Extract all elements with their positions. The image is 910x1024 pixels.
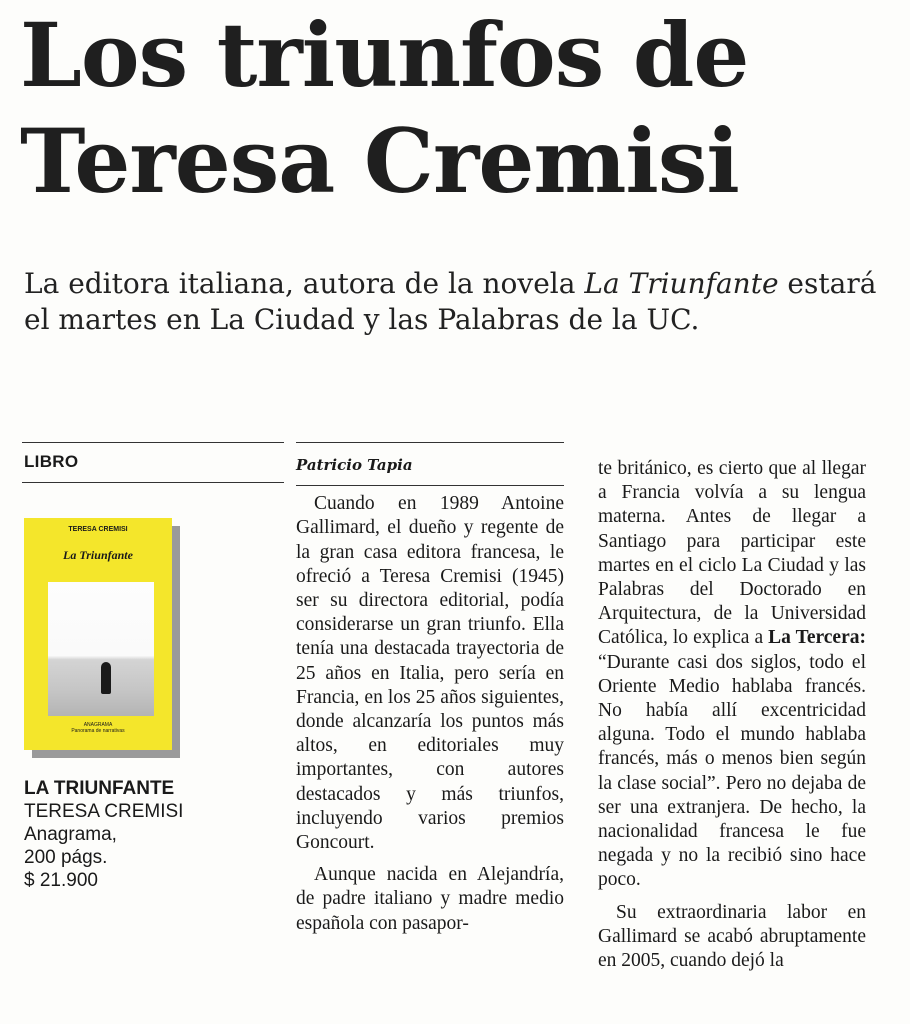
deck-text-1: La editora italiana, autora de la novela bbox=[24, 267, 585, 300]
byline-rule bbox=[296, 485, 564, 486]
article-text: te británico, es cierto que al llegar a Francia volvía a su lengua materna. Antes de llegar a Santiago para participar este martes en el ciclo La Ciudad y las Palabras del Doctorado en Arquitectura, de la Universidad Católica, lo explica a bbox=[598, 458, 866, 649]
cover-title: La Triunfante bbox=[63, 548, 133, 562]
article-text: “Durante casi dos siglos, todo el Oriente Medio hablaba francés. No había allí excentricidad alguna. Todo el mundo hablaba francés, más o menos bien según la clase social”. Pero no dejaba de ser una extranjera. De hecho, la nacionalidad francesa le fue negada y no la recibió sino hace poco. bbox=[598, 651, 866, 891]
article-paragraph-continued bbox=[598, 457, 866, 893]
book-pages: 200 págs. bbox=[24, 847, 108, 868]
headline bbox=[20, 2, 900, 214]
book-price: $ 21.900 bbox=[24, 870, 98, 891]
article-paragraph: Cuando en 1989 Antoine Gallimard, el dueño y regente de la gran casa editora francesa, le ofreció a Teresa Cremisi (1945) ser su directora editorial, podía considerarse un gran triunfo. Ella tenía una destacada trayectoria de 25 años en Italia, pero sería en Francia, en los 25 años siguientes, donde alcanzaría los puntos más altos, en editoriales muy importantes, con autores destacados y más triunfos, incluyendo varios premios Goncourt. bbox=[296, 493, 564, 854]
book-info bbox=[24, 777, 183, 892]
deck-text-2: estará el martes en La Ciudad y las Palabras de la UC. bbox=[24, 267, 877, 336]
byline-top-rule bbox=[296, 442, 564, 443]
byline: Patricio Tapia bbox=[296, 456, 413, 474]
article-column-1 bbox=[296, 442, 564, 944]
book-title: LA TRIUNFANTE bbox=[24, 778, 175, 799]
cover-publisher-logo bbox=[24, 722, 172, 734]
cover-logo-name: ANAGRAMA bbox=[83, 722, 113, 728]
article-paragraph: Aunque nacida en Alejandría, de padre italiano y madre medio española con pasapor- bbox=[296, 864, 564, 934]
cover-author: TERESA CREMISI bbox=[68, 526, 128, 533]
book-cover bbox=[24, 518, 172, 750]
article-paragraph: Su extraordinaria labor en Gallimard se acabó abruptamente en 2005, cuando dejó la bbox=[598, 901, 866, 972]
article-column-2 bbox=[598, 457, 866, 981]
headline-line-2: Teresa Cremisi bbox=[20, 109, 739, 213]
deck bbox=[24, 266, 894, 338]
book-publisher: Anagrama, bbox=[24, 824, 117, 845]
deck-novel-title: La Triunfante bbox=[584, 267, 779, 300]
cover-photo bbox=[48, 582, 154, 716]
book-author: TERESA CREMISI bbox=[24, 801, 184, 822]
cover-figure bbox=[101, 662, 111, 694]
cover-collection: Panorama de narrativas bbox=[71, 728, 125, 734]
sidebar-rule bbox=[22, 482, 284, 483]
headline-line-1: Los triunfos de bbox=[20, 3, 749, 107]
book-sidebar bbox=[22, 442, 284, 891]
newspaper-name: La Tercera: bbox=[768, 627, 866, 649]
section-label: LIBRO bbox=[24, 452, 79, 471]
sidebar-top-rule bbox=[22, 442, 284, 443]
